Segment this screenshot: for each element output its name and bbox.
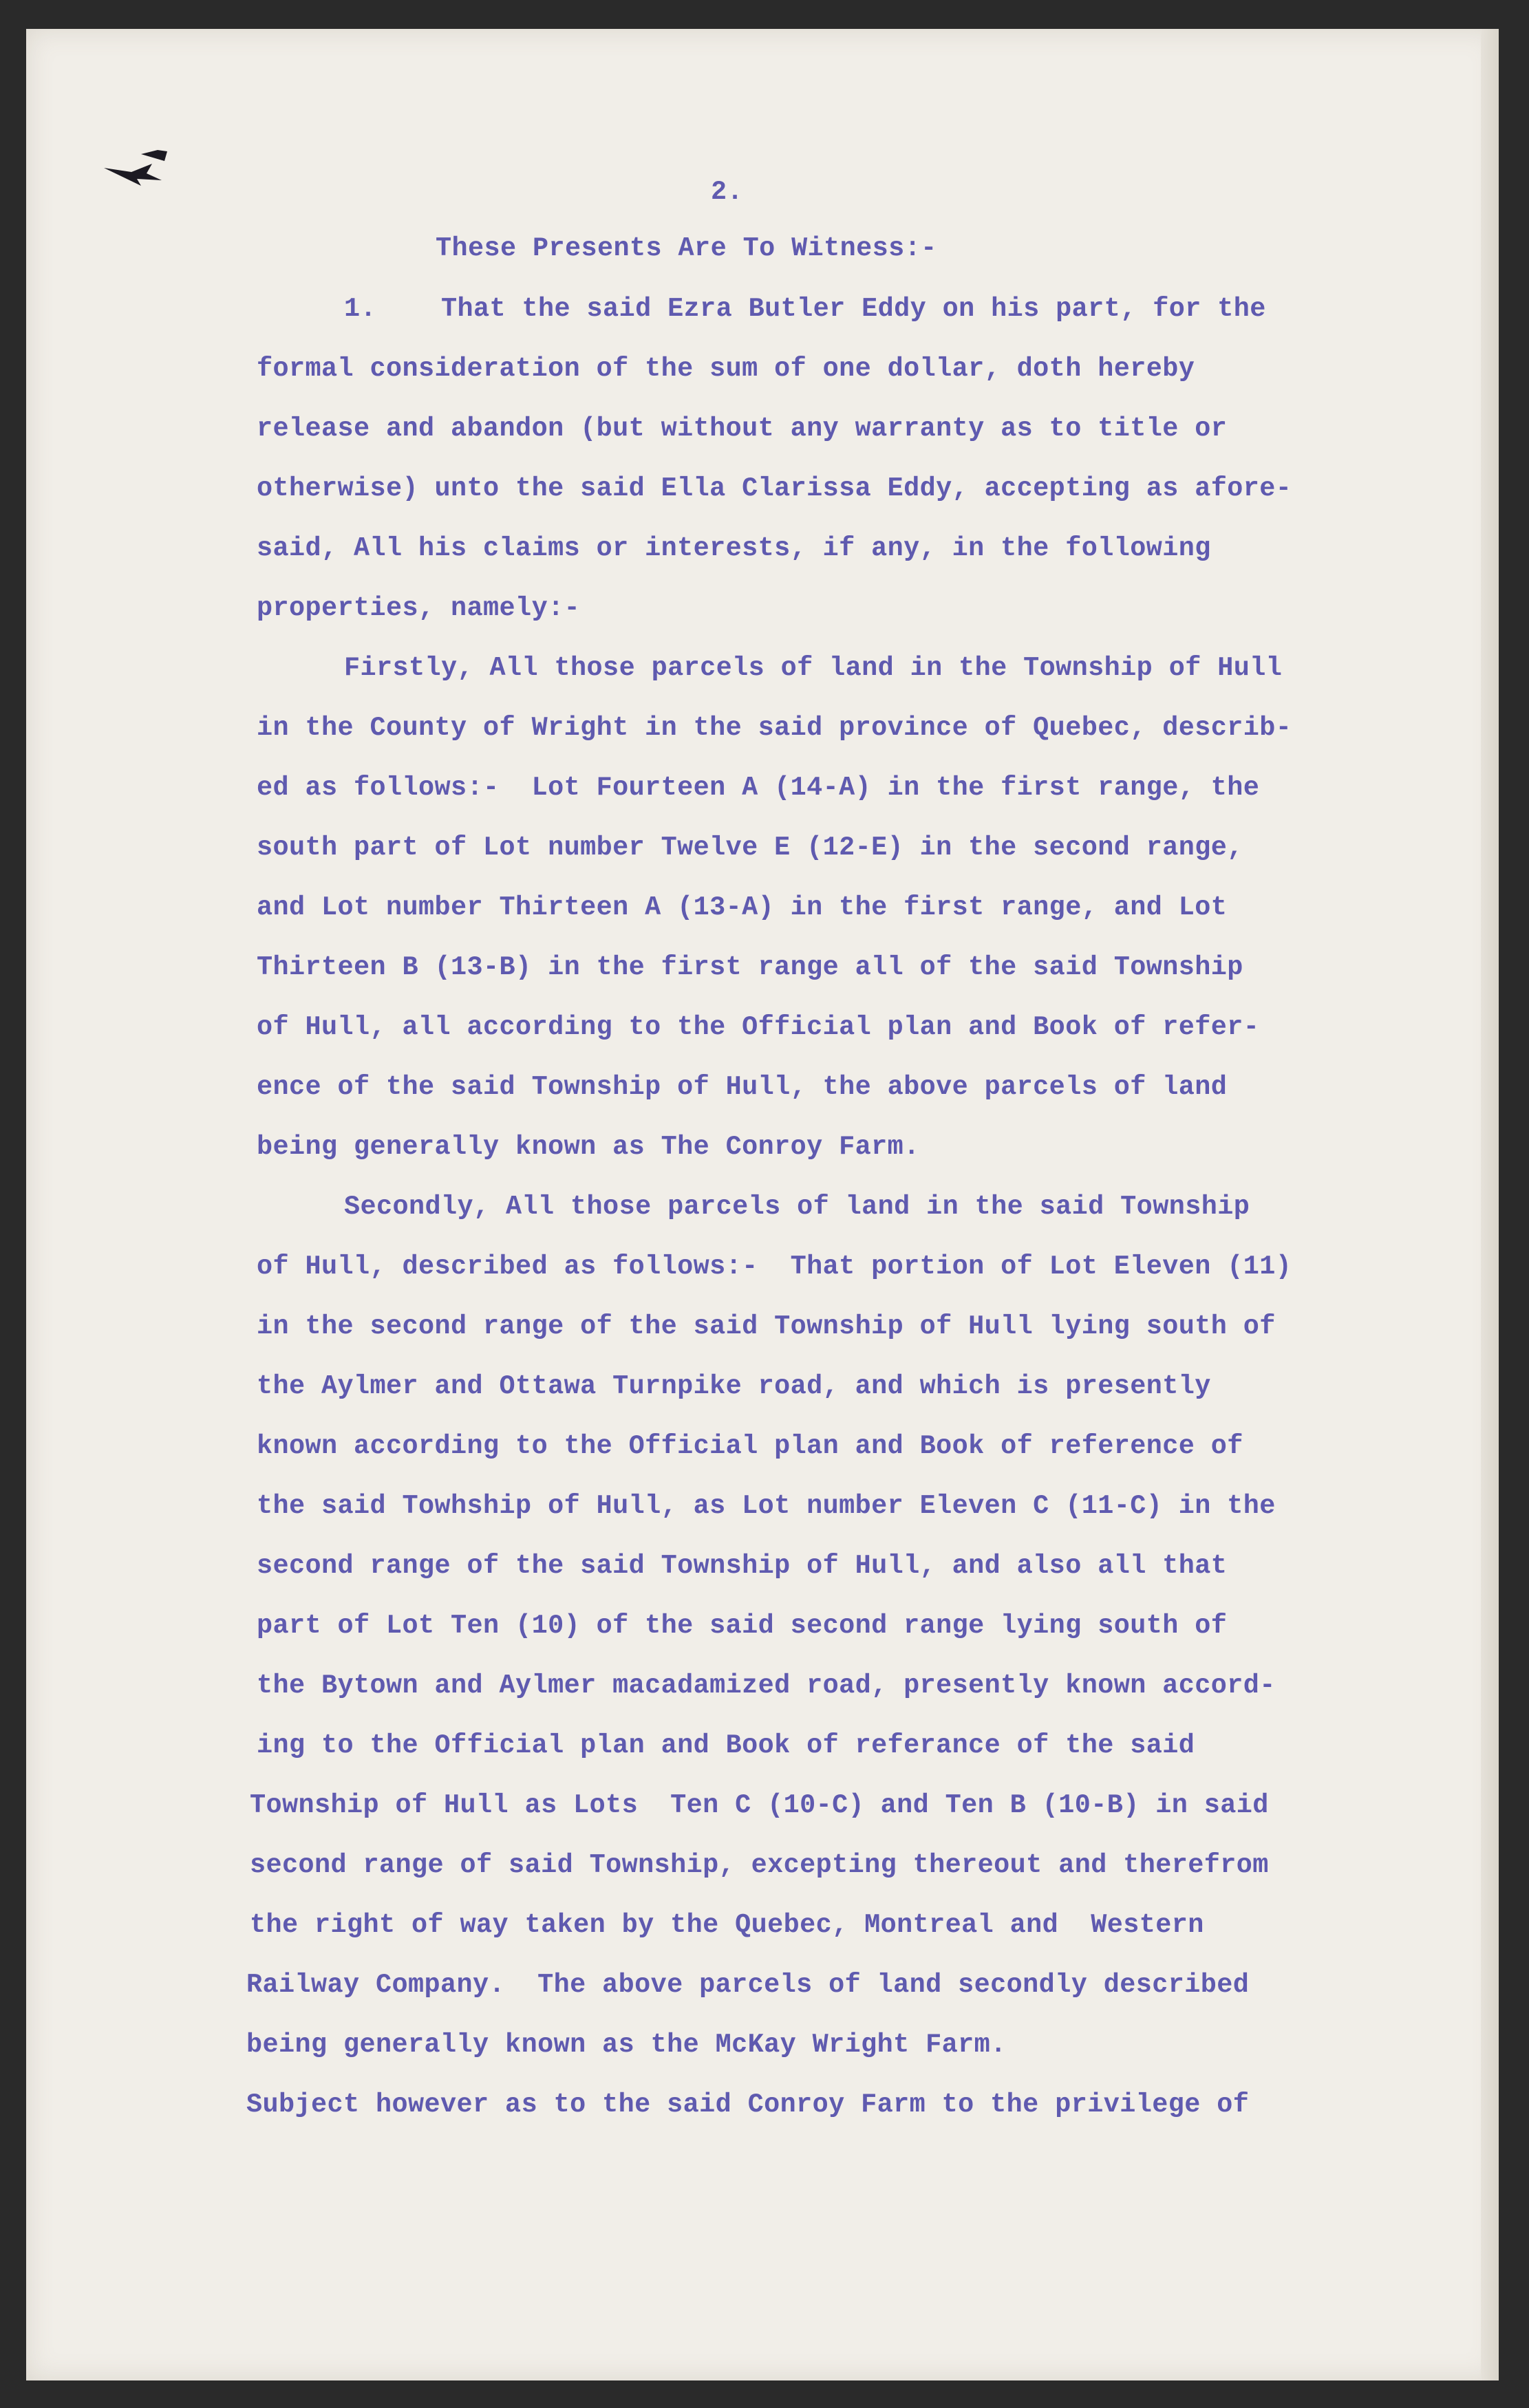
page-edge <box>1481 29 1499 2380</box>
text-line: 1. That the said Ezra Butler Eddy on his part, for the <box>344 294 1266 324</box>
text-line: Secondly, All those parcels of land in the said Township <box>344 1192 1250 1222</box>
text-line: release and abandon (but without any warranty as to title or <box>257 413 1228 444</box>
text-line: part of Lot Ten (10) of the said second range lying south of <box>257 1611 1228 1641</box>
text-line: Thirteen B (13-B) in the first range all of the said Township <box>257 952 1243 982</box>
text-line: second range of the said Township of Hull, and also all that <box>257 1551 1228 1581</box>
text-line: of Hull, described as follows:- That portion of Lot Eleven (11) <box>257 1251 1292 1282</box>
document-page <box>26 29 1499 2380</box>
text-line: of Hull, all according to the Official plan and Book of refer- <box>257 1012 1260 1042</box>
text-line: and Lot number Thirteen A (13-A) in the first range, and Lot <box>257 892 1228 923</box>
text-line: in the second range of the said Township of Hull lying south of <box>257 1311 1276 1342</box>
text-line: being generally known as the McKay Wright Farm. <box>246 2030 1007 2060</box>
text-line: the said Towhship of Hull, as Lot number Eleven C (11-C) in the <box>257 1491 1276 1521</box>
text-line: ed as follows:- Lot Fourteen A (14-A) in the first range, the <box>257 773 1260 803</box>
text-line: Firstly, All those parcels of land in the Township of Hull <box>344 653 1283 683</box>
text-line: the Aylmer and Ottawa Turnpike road, and which is presently <box>257 1371 1211 1401</box>
text-line: properties, namely:- <box>257 593 581 623</box>
text-line: ence of the said Township of Hull, the above parcels of land <box>257 1072 1228 1102</box>
ink-mark-icon <box>98 118 174 201</box>
text-line: ing to the Official plan and Book of referance of the said <box>257 1730 1195 1761</box>
text-line: known according to the Official plan and Book of reference of <box>257 1431 1243 1461</box>
text-line: the Bytown and Aylmer macadamized road, presently known accord- <box>257 1670 1276 1701</box>
text-line: being generally known as The Conroy Farm. <box>257 1132 920 1162</box>
text-line: Township of Hull as Lots Ten C (10-C) and Ten B (10-B) in said <box>250 1790 1269 1820</box>
heading: These Presents Are To Witness:- <box>436 233 937 264</box>
text-line: south part of Lot number Twelve E (12-E) in the second range, <box>257 832 1243 863</box>
text-line: Railway Company. The above parcels of land secondly described <box>246 1970 1250 2000</box>
text-line: said, All his claims or interests, if any, in the following <box>257 533 1211 563</box>
text-line: Subject however as to the said Conroy Farm to the privilege of <box>246 2089 1250 2120</box>
text-line: otherwise) unto the said Ella Clarissa Eddy, accepting as afore- <box>257 473 1292 504</box>
text-line: in the County of Wright in the said province of Quebec, describ- <box>257 713 1292 743</box>
page-number: 2. <box>711 177 744 207</box>
text-line: formal consideration of the sum of one dollar, doth hereby <box>257 354 1195 384</box>
text-line: the right of way taken by the Quebec, Montreal and Western <box>250 1910 1204 1940</box>
text-line: second range of said Township, excepting thereout and therefrom <box>250 1850 1269 1880</box>
